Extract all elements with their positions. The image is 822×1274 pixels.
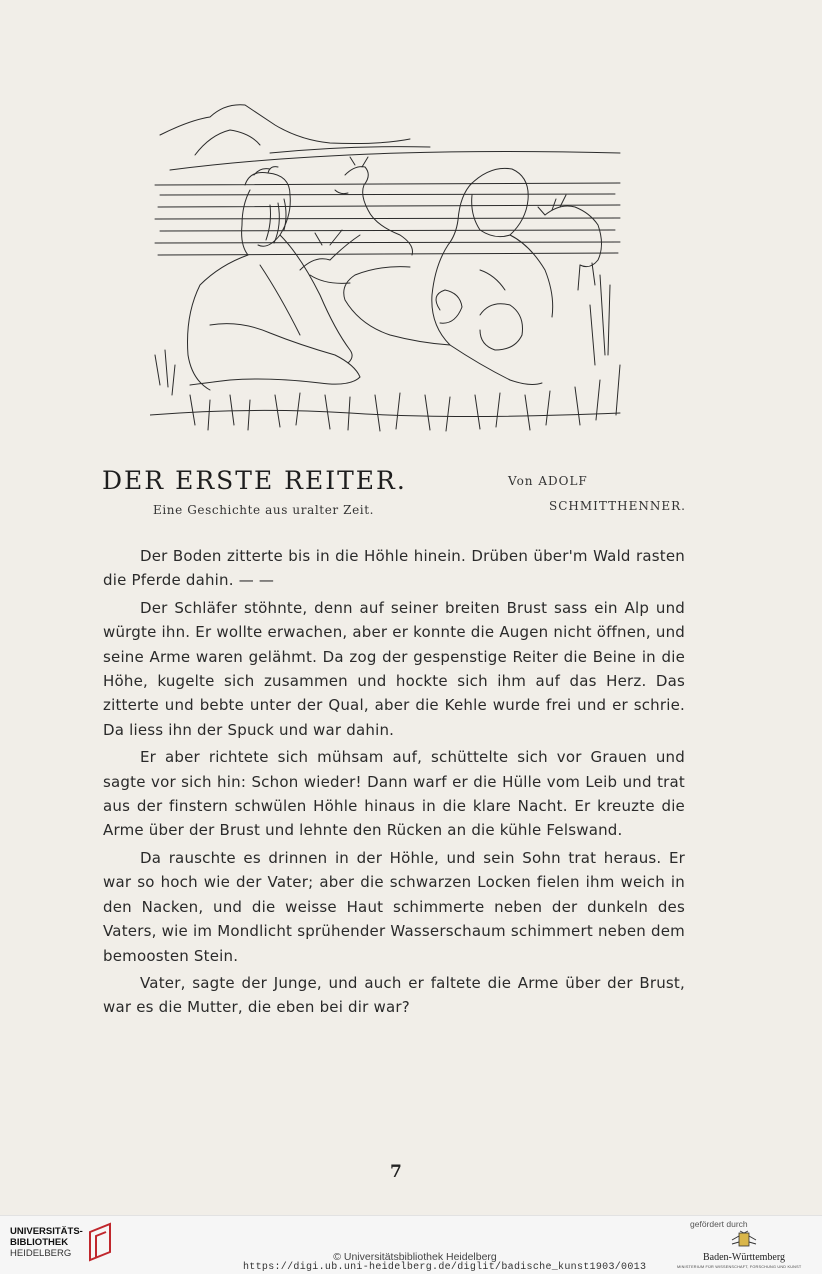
library-name-line3: HEIDELBERG [10,1248,72,1259]
library-mark-icon [84,1222,116,1262]
copyright-notice: © Universitätsbibliothek Heidelberg [333,1251,497,1263]
library-name-line1: UNIVERSITÄTS- [10,1226,83,1237]
paragraph: Der Schläfer stöhnte, denn auf seiner breiten Brust sass ein Alp und würgte ihn. Er wollte erwachen, aber er konnte die Augen nicht öffnen, und seine Arme waren gelähmt. Da zog der gespenstige Reiter die Beine in die Höhe, kugelte sich zusammen und hockte sich ihm auf das Herz. Das zitterte und bebte unter der Qual, aber die Kehle wurde frei und er schrie. Da liess ihn der Spuck und war dahin. [103,598,685,739]
paragraph: Der Boden zitterte bis in die Höhle hinein. Drüben über'm Wald rasten die Pferde dahin. — — [103,547,685,590]
library-logo[interactable] [10,1226,120,1270]
sponsor-name: Baden-Württemberg [703,1252,786,1263]
library-name-line2: BIBLIOTHEK [10,1237,69,1248]
woodcut-illustration [150,95,630,440]
author-name: SCHMITTHENNER. [549,499,686,513]
footer-bar [0,1215,822,1274]
sponsor-ministry: MINISTERIUM FÜR WISSENSCHAFT, FORSCHUNG UND KUNST [677,1265,802,1269]
paragraph: Da rauschte es drinnen in der Höhle, und sein Sohn trat heraus. Er war so hoch wie der Vater; aber die schwarzen Locken fielen ihm weich in den Nacken, und die weisse Haut schimmerte neben der dunkeln des Vaters, wie im Mondlicht sprühender Wasserschaum schimmert neben dem bemoosten Stein. [103,848,685,965]
paragraph: Vater, sagte der Junge, und auch er faltete die Arme über der Brust, war es die Mutter, die eben bei dir war? [103,973,685,1017]
coat-of-arms-icon [730,1230,758,1250]
article-body [103,544,685,1023]
article-title: DER ERSTE REITER. [102,466,407,495]
permalink-url[interactable]: https://digi.ub.uni-heidelberg.de/diglit/badische_kunst1903/0013 [243,1262,647,1273]
author-prefix: Von ADOLF [508,474,588,488]
funded-by-label: gefördert durch [690,1219,748,1229]
article-subtitle: Eine Geschichte aus uralter Zeit. [153,503,375,517]
library-name [10,1226,83,1259]
paragraph: Er aber richtete sich mühsam auf, schüttelte sich vor Grauen und sagte vor sich hin: Schon wieder! Dann warf er die Hülle vom Leib und trat aus der finstern schwülen Höhle hinaus in die klare Nacht. Er kreuzte die Arme über der Brust und lehnte den Rücken an die kühle Felswand. [103,748,685,840]
page-number: 7 [390,1162,402,1182]
